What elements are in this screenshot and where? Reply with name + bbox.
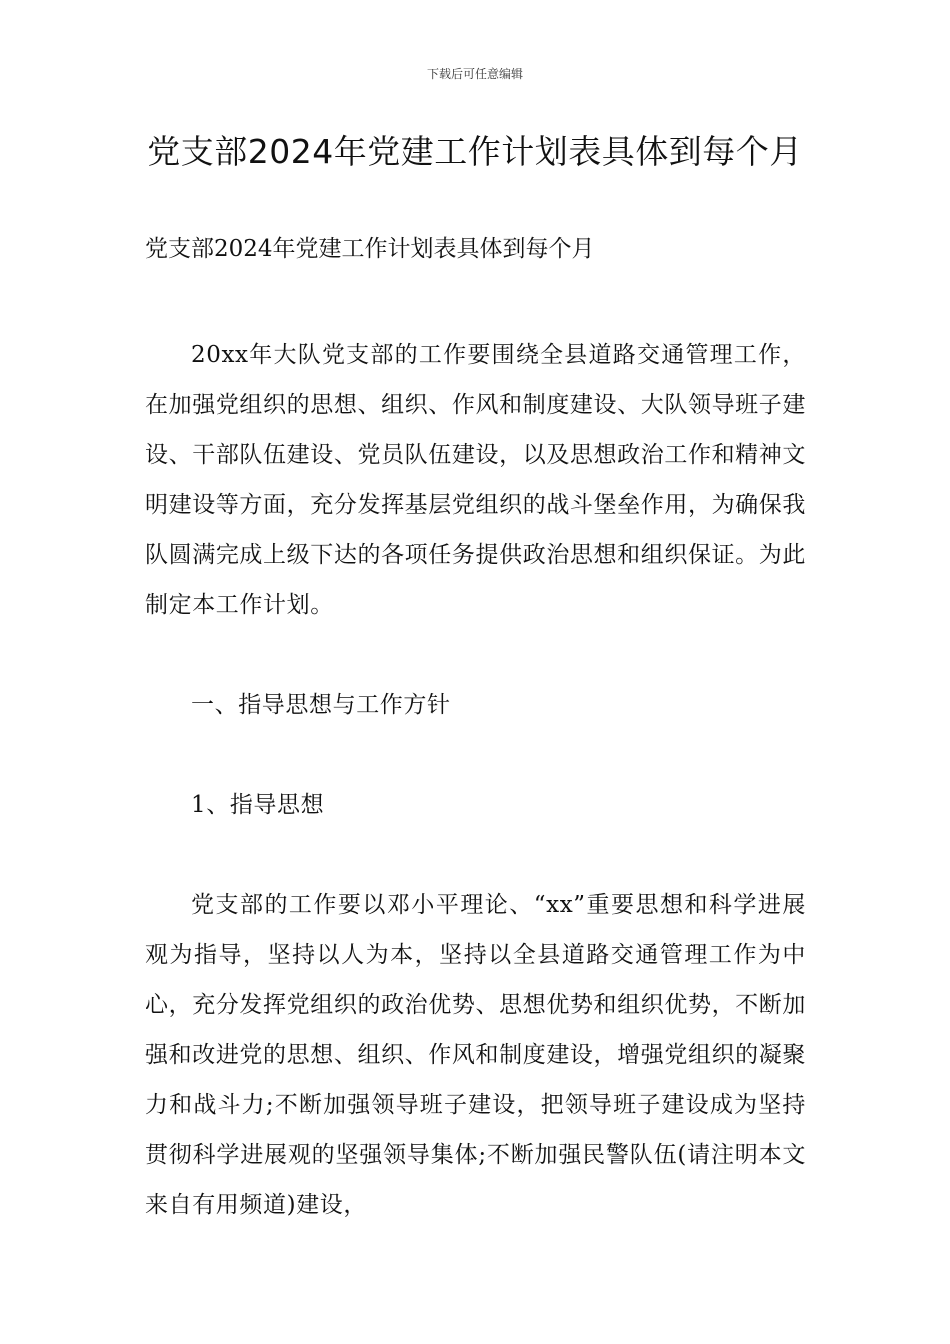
intro-paragraph: 20xx年大队党支部的工作要围绕全县道路交通管理工作，在加强党组织的思想、组织、作风和制度建设、大队领导班子建设、干部队伍建设、党员队伍建设，以及思想政治工作和精神文明建设等方面，充分发挥基层党组织的战斗堡垒作用，为确保我队圆满完成上级下达的各项任务提供政治思想和组织保证。为此制定本工作计划。 [145,342,806,618]
document-body [145,330,806,1230]
section-heading: 一、指导思想与工作方针 [191,692,451,718]
body-paragraph: 党支部的工作要以邓小平理论、“xx”重要思想和科学进展观为指导，坚持以人为本，坚持以全县道路交通管理工作为中心，充分发挥党组织的政治优势、思想优势和组织优势，不断加强和改进党的思想、组织、作风和制度建设，增强党组织的凝聚力和战斗力;不断加强领导班子建设，把领导班子建设成为坚持贯彻科学进展观的坚强领导集体;不断加强民警队伍(请注明本文来自有用频道)建设， [145,892,806,1218]
document-subtitle: 党支部2024年党建工作计划表具体到每个月 [145,236,595,262]
document-title: 党支部2024年党建工作计划表具体到每个月 [147,132,803,171]
header-note: 下载后可任意编辑 [426,67,523,81]
subsection-heading: 1、指导思想 [191,792,325,818]
